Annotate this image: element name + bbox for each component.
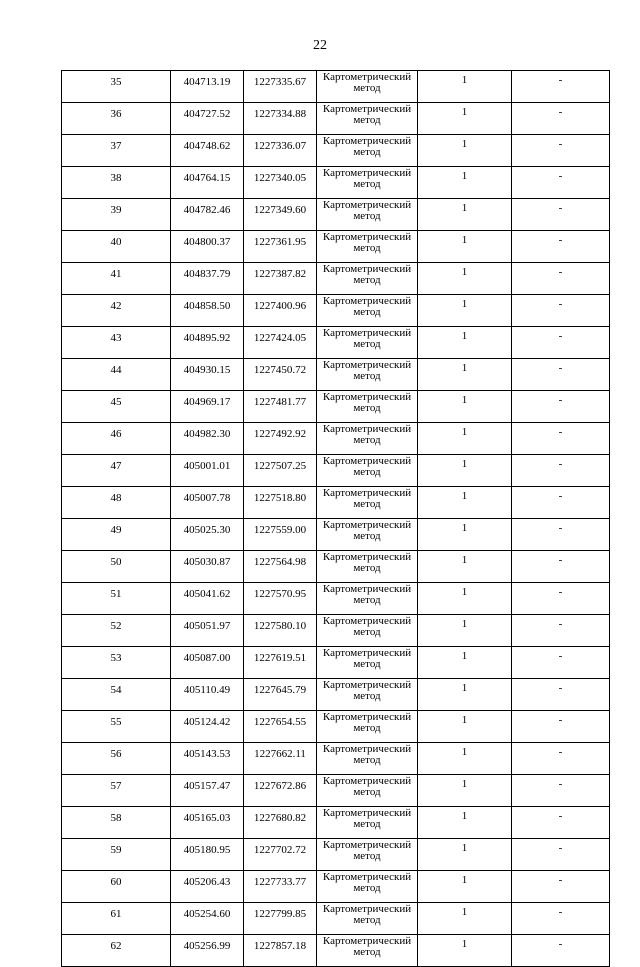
precision-cell: 1 bbox=[418, 871, 512, 903]
table-row bbox=[62, 583, 610, 615]
note-cell: - bbox=[512, 263, 610, 295]
table-row bbox=[62, 455, 610, 487]
y-coordinate-cell: 1227361.95 bbox=[244, 231, 317, 263]
point-number-cell: 37 bbox=[62, 135, 171, 167]
point-number-cell: 45 bbox=[62, 391, 171, 423]
note-cell: - bbox=[512, 551, 610, 583]
table-row bbox=[62, 135, 610, 167]
precision-cell: 1 bbox=[418, 359, 512, 391]
method-cell bbox=[317, 743, 418, 775]
x-coordinate-cell: 405007.78 bbox=[171, 487, 244, 519]
y-coordinate-cell: 1227662.11 bbox=[244, 743, 317, 775]
x-coordinate-cell: 404982.30 bbox=[171, 423, 244, 455]
method-text: Картометрический метод bbox=[322, 935, 412, 958]
method-cell bbox=[317, 231, 418, 263]
precision-cell: 1 bbox=[418, 103, 512, 135]
x-coordinate-cell: 405087.00 bbox=[171, 647, 244, 679]
table-row bbox=[62, 551, 610, 583]
precision-cell: 1 bbox=[418, 327, 512, 359]
point-number-cell: 35 bbox=[62, 71, 171, 103]
method-text: Картометрический метод bbox=[322, 391, 412, 414]
table-row bbox=[62, 839, 610, 871]
x-coordinate-cell: 404713.19 bbox=[171, 71, 244, 103]
note-cell: - bbox=[512, 711, 610, 743]
precision-cell: 1 bbox=[418, 231, 512, 263]
precision-cell: 1 bbox=[418, 903, 512, 935]
point-number-cell: 48 bbox=[62, 487, 171, 519]
y-coordinate-cell: 1227349.60 bbox=[244, 199, 317, 231]
table-row bbox=[62, 871, 610, 903]
precision-cell: 1 bbox=[418, 263, 512, 295]
point-number-cell: 47 bbox=[62, 455, 171, 487]
x-coordinate-cell: 405051.97 bbox=[171, 615, 244, 647]
y-coordinate-cell: 1227559.00 bbox=[244, 519, 317, 551]
method-text: Картометрический метод bbox=[322, 199, 412, 222]
table-row bbox=[62, 519, 610, 551]
y-coordinate-cell: 1227654.55 bbox=[244, 711, 317, 743]
y-coordinate-cell: 1227733.77 bbox=[244, 871, 317, 903]
method-text: Картометрический метод bbox=[322, 615, 412, 638]
method-text: Картометрический метод bbox=[322, 711, 412, 734]
precision-cell: 1 bbox=[418, 711, 512, 743]
point-number-cell: 41 bbox=[62, 263, 171, 295]
y-coordinate-cell: 1227387.82 bbox=[244, 263, 317, 295]
table-row bbox=[62, 263, 610, 295]
y-coordinate-cell: 1227424.05 bbox=[244, 327, 317, 359]
y-coordinate-cell: 1227336.07 bbox=[244, 135, 317, 167]
method-cell bbox=[317, 167, 418, 199]
precision-cell: 1 bbox=[418, 839, 512, 871]
precision-cell: 1 bbox=[418, 519, 512, 551]
table-row bbox=[62, 71, 610, 103]
x-coordinate-cell: 405256.99 bbox=[171, 935, 244, 967]
method-cell bbox=[317, 327, 418, 359]
table-row bbox=[62, 615, 610, 647]
table-row bbox=[62, 167, 610, 199]
method-cell bbox=[317, 391, 418, 423]
table-row bbox=[62, 679, 610, 711]
table-row bbox=[62, 647, 610, 679]
table-row bbox=[62, 807, 610, 839]
precision-cell: 1 bbox=[418, 647, 512, 679]
note-cell: - bbox=[512, 935, 610, 967]
method-text: Картометрический метод bbox=[322, 551, 412, 574]
y-coordinate-cell: 1227450.72 bbox=[244, 359, 317, 391]
precision-cell: 1 bbox=[418, 487, 512, 519]
method-text: Картометрический метод bbox=[322, 487, 412, 510]
method-text: Картометрический метод bbox=[322, 231, 412, 254]
note-cell: - bbox=[512, 167, 610, 199]
precision-cell: 1 bbox=[418, 199, 512, 231]
method-text: Картометрический метод bbox=[322, 903, 412, 926]
method-text: Картометрический метод bbox=[322, 359, 412, 382]
method-cell bbox=[317, 935, 418, 967]
y-coordinate-cell: 1227481.77 bbox=[244, 391, 317, 423]
x-coordinate-cell: 405157.47 bbox=[171, 775, 244, 807]
x-coordinate-cell: 405143.53 bbox=[171, 743, 244, 775]
precision-cell: 1 bbox=[418, 935, 512, 967]
method-text: Картометрический метод bbox=[322, 583, 412, 606]
table-row bbox=[62, 391, 610, 423]
table-row bbox=[62, 359, 610, 391]
method-cell bbox=[317, 519, 418, 551]
x-coordinate-cell: 405124.42 bbox=[171, 711, 244, 743]
point-number-cell: 51 bbox=[62, 583, 171, 615]
method-cell bbox=[317, 903, 418, 935]
method-cell bbox=[317, 679, 418, 711]
x-coordinate-cell: 404930.15 bbox=[171, 359, 244, 391]
method-cell bbox=[317, 839, 418, 871]
point-number-cell: 38 bbox=[62, 167, 171, 199]
y-coordinate-cell: 1227518.80 bbox=[244, 487, 317, 519]
precision-cell: 1 bbox=[418, 679, 512, 711]
point-number-cell: 62 bbox=[62, 935, 171, 967]
method-cell bbox=[317, 455, 418, 487]
x-coordinate-cell: 404727.52 bbox=[171, 103, 244, 135]
y-coordinate-cell: 1227570.95 bbox=[244, 583, 317, 615]
table-row bbox=[62, 935, 610, 967]
precision-cell: 1 bbox=[418, 295, 512, 327]
method-text: Картометрический метод bbox=[322, 135, 412, 158]
x-coordinate-cell: 405110.49 bbox=[171, 679, 244, 711]
y-coordinate-cell: 1227564.98 bbox=[244, 551, 317, 583]
coordinates-table-body bbox=[62, 71, 610, 967]
point-number-cell: 55 bbox=[62, 711, 171, 743]
point-number-cell: 42 bbox=[62, 295, 171, 327]
note-cell: - bbox=[512, 135, 610, 167]
method-cell bbox=[317, 615, 418, 647]
y-coordinate-cell: 1227340.05 bbox=[244, 167, 317, 199]
note-cell: - bbox=[512, 359, 610, 391]
table-row bbox=[62, 327, 610, 359]
method-cell bbox=[317, 103, 418, 135]
page-number: 22 bbox=[313, 38, 327, 53]
table-row bbox=[62, 711, 610, 743]
method-cell bbox=[317, 199, 418, 231]
method-text: Картометрический метод bbox=[322, 263, 412, 286]
x-coordinate-cell: 405001.01 bbox=[171, 455, 244, 487]
point-number-cell: 46 bbox=[62, 423, 171, 455]
table-row bbox=[62, 423, 610, 455]
y-coordinate-cell: 1227857.18 bbox=[244, 935, 317, 967]
y-coordinate-cell: 1227334.88 bbox=[244, 103, 317, 135]
table-row bbox=[62, 775, 610, 807]
method-text: Картометрический метод bbox=[322, 679, 412, 702]
x-coordinate-cell: 404837.79 bbox=[171, 263, 244, 295]
point-number-cell: 49 bbox=[62, 519, 171, 551]
method-cell bbox=[317, 295, 418, 327]
method-text: Картометрический метод bbox=[322, 295, 412, 318]
note-cell: - bbox=[512, 103, 610, 135]
precision-cell: 1 bbox=[418, 775, 512, 807]
y-coordinate-cell: 1227702.72 bbox=[244, 839, 317, 871]
method-cell bbox=[317, 135, 418, 167]
note-cell: - bbox=[512, 455, 610, 487]
method-text: Картометрический метод bbox=[322, 103, 412, 126]
precision-cell: 1 bbox=[418, 807, 512, 839]
point-number-cell: 40 bbox=[62, 231, 171, 263]
point-number-cell: 39 bbox=[62, 199, 171, 231]
note-cell: - bbox=[512, 647, 610, 679]
point-number-cell: 57 bbox=[62, 775, 171, 807]
x-coordinate-cell: 404969.17 bbox=[171, 391, 244, 423]
y-coordinate-cell: 1227619.51 bbox=[244, 647, 317, 679]
method-cell bbox=[317, 263, 418, 295]
method-text: Картометрический метод bbox=[322, 647, 412, 670]
precision-cell: 1 bbox=[418, 583, 512, 615]
y-coordinate-cell: 1227645.79 bbox=[244, 679, 317, 711]
point-number-cell: 61 bbox=[62, 903, 171, 935]
method-text: Картометрический метод bbox=[322, 807, 412, 830]
method-text: Картометрический метод bbox=[322, 327, 412, 350]
x-coordinate-cell: 404764.15 bbox=[171, 167, 244, 199]
method-cell bbox=[317, 775, 418, 807]
x-coordinate-cell: 404782.46 bbox=[171, 199, 244, 231]
method-cell bbox=[317, 359, 418, 391]
x-coordinate-cell: 404895.92 bbox=[171, 327, 244, 359]
method-cell bbox=[317, 551, 418, 583]
precision-cell: 1 bbox=[418, 455, 512, 487]
y-coordinate-cell: 1227400.96 bbox=[244, 295, 317, 327]
precision-cell: 1 bbox=[418, 423, 512, 455]
precision-cell: 1 bbox=[418, 743, 512, 775]
method-text: Картометрический метод bbox=[322, 871, 412, 894]
x-coordinate-cell: 405206.43 bbox=[171, 871, 244, 903]
note-cell: - bbox=[512, 839, 610, 871]
point-number-cell: 59 bbox=[62, 839, 171, 871]
note-cell: - bbox=[512, 679, 610, 711]
method-cell bbox=[317, 71, 418, 103]
note-cell: - bbox=[512, 871, 610, 903]
note-cell: - bbox=[512, 71, 610, 103]
method-text: Картометрический метод bbox=[322, 455, 412, 478]
method-text: Картометрический метод bbox=[322, 519, 412, 542]
method-text: Картометрический метод bbox=[322, 743, 412, 766]
y-coordinate-cell: 1227507.25 bbox=[244, 455, 317, 487]
note-cell: - bbox=[512, 775, 610, 807]
table-row bbox=[62, 295, 610, 327]
method-text: Картометрический метод bbox=[322, 71, 412, 94]
table-row bbox=[62, 103, 610, 135]
x-coordinate-cell: 404800.37 bbox=[171, 231, 244, 263]
method-text: Картометрический метод bbox=[322, 775, 412, 798]
point-number-cell: 56 bbox=[62, 743, 171, 775]
x-coordinate-cell: 404748.62 bbox=[171, 135, 244, 167]
method-cell bbox=[317, 583, 418, 615]
y-coordinate-cell: 1227580.10 bbox=[244, 615, 317, 647]
table-row bbox=[62, 199, 610, 231]
note-cell: - bbox=[512, 519, 610, 551]
point-number-cell: 43 bbox=[62, 327, 171, 359]
point-number-cell: 36 bbox=[62, 103, 171, 135]
precision-cell: 1 bbox=[418, 615, 512, 647]
method-cell bbox=[317, 711, 418, 743]
note-cell: - bbox=[512, 391, 610, 423]
x-coordinate-cell: 405254.60 bbox=[171, 903, 244, 935]
coordinates-table bbox=[61, 70, 610, 967]
method-cell bbox=[317, 647, 418, 679]
note-cell: - bbox=[512, 295, 610, 327]
x-coordinate-cell: 405041.62 bbox=[171, 583, 244, 615]
table-row bbox=[62, 903, 610, 935]
precision-cell: 1 bbox=[418, 167, 512, 199]
table-row bbox=[62, 487, 610, 519]
note-cell: - bbox=[512, 743, 610, 775]
y-coordinate-cell: 1227799.85 bbox=[244, 903, 317, 935]
precision-cell: 1 bbox=[418, 391, 512, 423]
method-cell bbox=[317, 423, 418, 455]
point-number-cell: 53 bbox=[62, 647, 171, 679]
point-number-cell: 60 bbox=[62, 871, 171, 903]
table-row bbox=[62, 231, 610, 263]
point-number-cell: 52 bbox=[62, 615, 171, 647]
method-cell bbox=[317, 487, 418, 519]
point-number-cell: 44 bbox=[62, 359, 171, 391]
note-cell: - bbox=[512, 487, 610, 519]
note-cell: - bbox=[512, 199, 610, 231]
note-cell: - bbox=[512, 231, 610, 263]
method-cell bbox=[317, 871, 418, 903]
point-number-cell: 58 bbox=[62, 807, 171, 839]
x-coordinate-cell: 405030.87 bbox=[171, 551, 244, 583]
x-coordinate-cell: 405180.95 bbox=[171, 839, 244, 871]
y-coordinate-cell: 1227492.92 bbox=[244, 423, 317, 455]
note-cell: - bbox=[512, 583, 610, 615]
precision-cell: 1 bbox=[418, 71, 512, 103]
x-coordinate-cell: 404858.50 bbox=[171, 295, 244, 327]
note-cell: - bbox=[512, 615, 610, 647]
note-cell: - bbox=[512, 903, 610, 935]
table-row bbox=[62, 743, 610, 775]
note-cell: - bbox=[512, 327, 610, 359]
y-coordinate-cell: 1227680.82 bbox=[244, 807, 317, 839]
note-cell: - bbox=[512, 423, 610, 455]
note-cell: - bbox=[512, 807, 610, 839]
method-text: Картометрический метод bbox=[322, 167, 412, 190]
point-number-cell: 54 bbox=[62, 679, 171, 711]
method-text: Картометрический метод bbox=[322, 423, 412, 446]
precision-cell: 1 bbox=[418, 135, 512, 167]
precision-cell: 1 bbox=[418, 551, 512, 583]
point-number-cell: 50 bbox=[62, 551, 171, 583]
y-coordinate-cell: 1227672.86 bbox=[244, 775, 317, 807]
y-coordinate-cell: 1227335.67 bbox=[244, 71, 317, 103]
x-coordinate-cell: 405165.03 bbox=[171, 807, 244, 839]
method-text: Картометрический метод bbox=[322, 839, 412, 862]
method-cell bbox=[317, 807, 418, 839]
x-coordinate-cell: 405025.30 bbox=[171, 519, 244, 551]
